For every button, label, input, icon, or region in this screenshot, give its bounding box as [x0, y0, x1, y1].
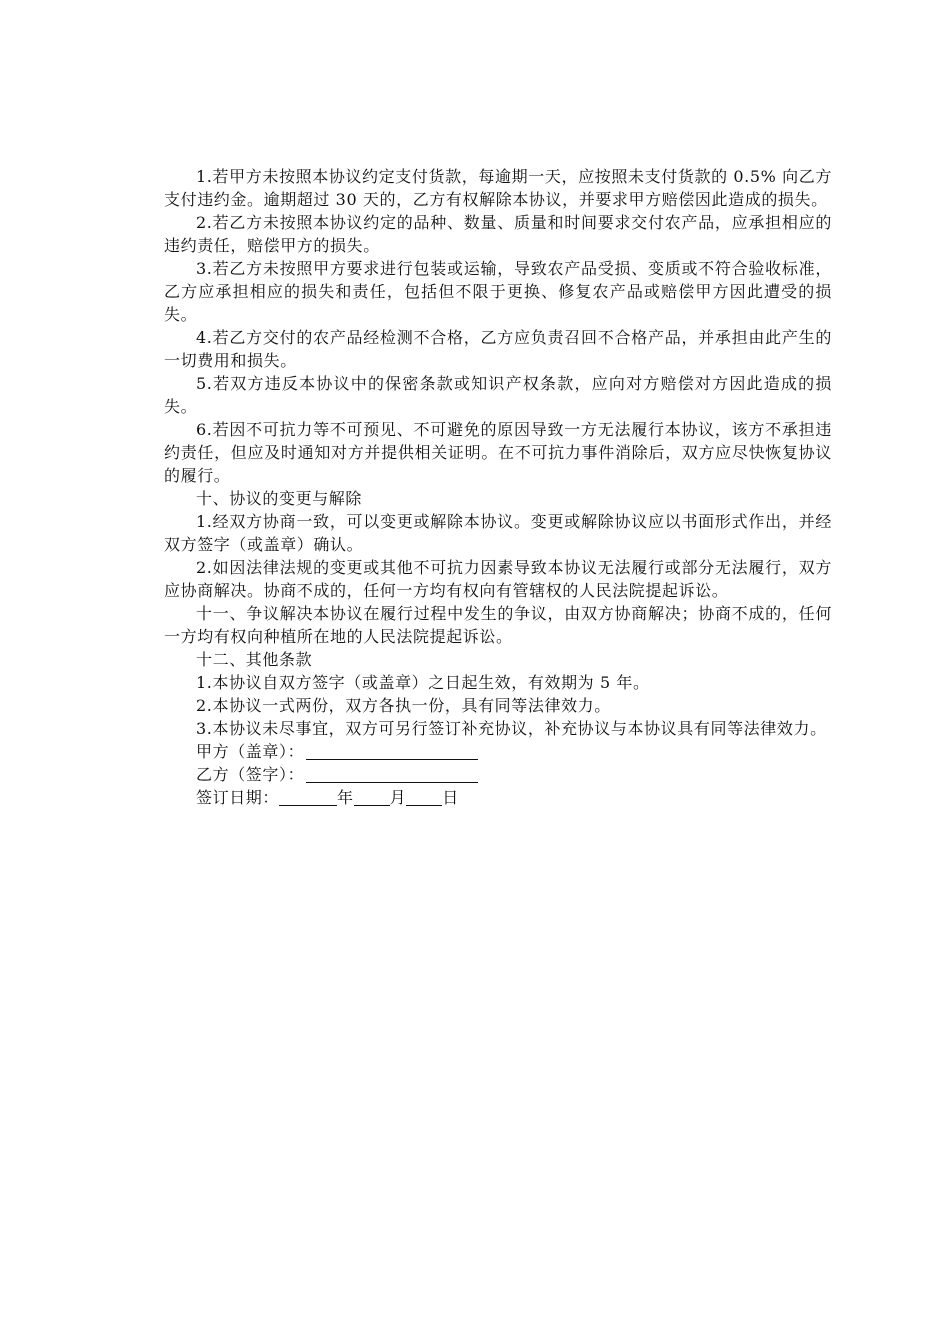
- section-12-item-3: 3.本协议未尽事宜，双方可另行签订补充协议，补充协议与本协议具有同等法律效力。: [196, 719, 827, 738]
- party-b-signature-line: [164, 763, 832, 786]
- section-11-text: 十一、争议解决本协议在履行过程中发生的争议，由双方协商解决；协商不成的，任何一方均有权向种植所在地的人民法院提起诉讼。: [164, 604, 832, 646]
- section-12-heading: 十二、其他条款: [196, 650, 313, 669]
- breach-clause-1: 1.若甲方未按照本协议约定支付货款，每逾期一天，应按照未支付货款的 0.5% 向乙方支付违约金。逾期超过 30 天的，乙方有权解除本协议，并要求甲方赔偿因此造成的损失。: [164, 167, 832, 209]
- month-blank[interactable]: [354, 787, 390, 806]
- day-label: 日: [442, 788, 459, 807]
- section-10-item-1: 1.经双方协商一致，可以变更或解除本协议。变更或解除协议应以书面形式作出，并经双方签字（或盖章）确认。: [164, 512, 832, 554]
- party-b-blank[interactable]: [306, 764, 478, 783]
- breach-clause-2: 2.若乙方未按照本协议约定的品种、数量、质量和时间要求交付农产品，应承担相应的违约责任，赔偿甲方的损失。: [164, 213, 832, 255]
- day-blank[interactable]: [406, 787, 442, 806]
- party-a-blank[interactable]: [306, 741, 478, 760]
- party-b-label: 乙方（签字）：: [196, 765, 305, 784]
- breach-clause-3: 3.若乙方未按照甲方要求进行包装或运输，导致农产品受损、变质或不符合验收标准，乙方应承担相应的损失和责任，包括但不限于更换、修复农产品或赔偿甲方因此遭受的损失。: [164, 259, 832, 324]
- breach-clause-5: 5.若双方违反本协议中的保密条款或知识产权条款，应向对方赔偿对方因此造成的损失。: [164, 374, 832, 416]
- month-label: 月: [389, 788, 407, 807]
- breach-clause-6: 6.若因不可抗力等不可预见、不可避免的原因导致一方无法履行本协议，该方不承担违约责任，但应及时通知对方并提供相关证明。在不可抗力事件消除后，双方应尽快恢复协议的履行。: [164, 420, 832, 485]
- section-10-heading: 十、协议的变更与解除: [196, 489, 363, 508]
- agreement-body: [164, 165, 832, 809]
- section-12-item-1: 1.本协议自双方签字（或盖章）之日起生效，有效期为 5 年。: [196, 673, 650, 692]
- party-a-signature-line: [164, 740, 832, 763]
- date-label: 签订日期：: [196, 788, 280, 807]
- year-label: 年: [337, 788, 354, 807]
- breach-clause-4: 4.若乙方交付的农产品经检测不合格，乙方应负责召回不合格产品，并承担由此产生的一切费用和损失。: [164, 328, 832, 370]
- section-12-item-2: 2.本协议一式两份，双方各执一份，具有同等法律效力。: [196, 696, 611, 715]
- year-blank[interactable]: [279, 787, 337, 806]
- party-a-label: 甲方（盖章）：: [196, 742, 305, 761]
- section-10-item-2: 2.如因法律法规的变更或其他不可抗力因素导致本协议无法履行或部分无法履行，双方应协商解决。协商不成的，任何一方均有权向有管辖权的人民法院提起诉讼。: [164, 558, 832, 600]
- signing-date-line: [164, 786, 832, 809]
